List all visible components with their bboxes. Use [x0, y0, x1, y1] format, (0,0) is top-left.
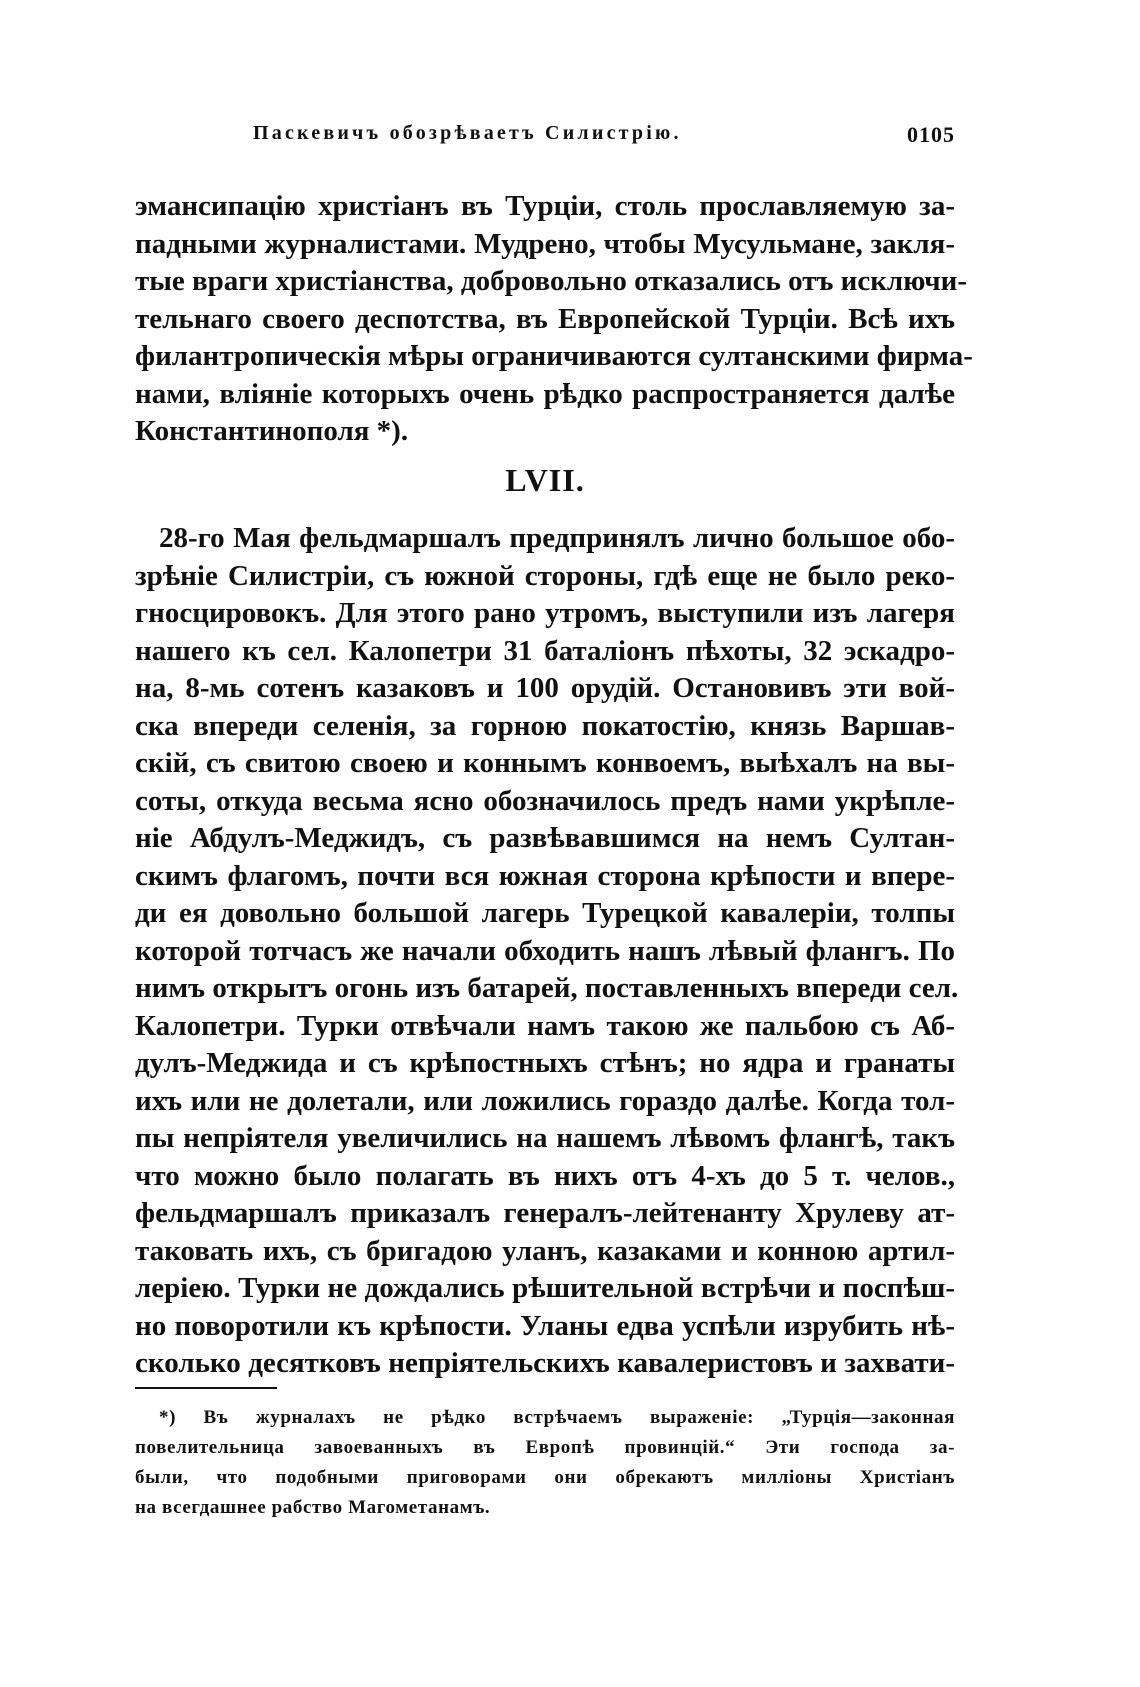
- text-line: которой тотчасъ же начали обходить нашъ лѣвый флангъ. По: [135, 934, 955, 967]
- text-line: эмансипацію христіанъ въ Турціи, столь прославляемую за-: [135, 190, 955, 222]
- text-line: соты, откуда весьма ясно обозначилось предъ нами укрѣпле-: [135, 784, 955, 817]
- text-line: падными журналистами. Мудрено, чтобы Мусульмане, закля-: [135, 227, 955, 260]
- text-line: тые враги христіанства, добровольно отказались отъ исключи-: [135, 265, 967, 297]
- text-line: тельнаго своего деспотства, въ Европейской Турціи. Всѣ ихъ: [135, 302, 955, 335]
- footnote-line: на всегдашнее рабство Магометанамъ.: [135, 1497, 491, 1518]
- text-line: филантропическія мѣры ограничиваются султанскими фирма-: [135, 340, 973, 372]
- text-line: пы непріятеля увеличились на нашемъ лѣвомъ флангѣ, такъ: [135, 1122, 955, 1154]
- footnote: [135, 1403, 955, 1523]
- text-line: скій, съ свитою своею и коннымъ конвоемъ, выѣхалъ на вы-: [135, 747, 955, 779]
- text-line: таковать ихъ, съ бригадою уланъ, казаками и конною артил-: [135, 1234, 955, 1267]
- running-head: [135, 122, 955, 158]
- text-line: сколько десятковъ непріятельскихъ кавалеристовъ и захвати-: [135, 1347, 955, 1379]
- text-line: гносцировокъ. Для этого рано утромъ, выступили изъ лагеря: [135, 597, 955, 629]
- text-line: Калопетри. Турки отвѣчали намъ такою же пальбою съ Аб-: [135, 1009, 955, 1042]
- text-line: что можно было полагать въ нихъ отъ 4-хъ до 5 т. челов.,: [135, 1159, 955, 1192]
- text-line: фельдмаршалъ приказалъ генералъ-лейтенанту Хрулеву ат-: [135, 1197, 955, 1229]
- text-line: ди ея довольно большой лагерь Турецкой кавалеріи, толпы: [135, 897, 955, 929]
- footnote-line: повелительница завоеванныхъ въ Европѣ провинцій.“ Эти господа за-: [135, 1437, 955, 1458]
- paragraph-section-lvii: [135, 520, 959, 1383]
- text-line: но поворотили къ крѣпости. Уланы едва успѣли изрубить нѣ-: [135, 1309, 955, 1342]
- text-line: скимъ флагомъ, почти вся южная сторона крѣпости и впере-: [135, 859, 955, 892]
- text-line: леріею. Турки не дождались рѣшительной встрѣчи и поспѣш-: [135, 1272, 955, 1304]
- text-line: 28-го Мая фельдмаршалъ предпринялъ лично большое обо-: [159, 522, 955, 554]
- paragraph-continuation: [135, 188, 973, 451]
- text-line: ска впереди селенія, за горною покатостію, князь Варшав-: [135, 709, 955, 742]
- text-line: Константинополя *).: [135, 415, 409, 447]
- text-line: ихъ или не долетали, или ложились гораздо далѣе. Когда тол-: [135, 1084, 955, 1117]
- footnote-line: *) Въ журналахъ не рѣдко встрѣчаемъ выраженіе: „Турція—законная: [159, 1407, 955, 1428]
- text-line: нашего къ сел. Калопетри 31 баталіонъ пѣхоты, 32 эскадро-: [135, 634, 955, 667]
- section-heading: LVII.: [505, 462, 585, 498]
- text-line: дулъ-Меджида и съ крѣпостныхъ стѣнъ; но ядра и гранаты: [135, 1047, 955, 1079]
- footnote-divider: [135, 1387, 277, 1389]
- page-number: 0105: [907, 122, 955, 147]
- footnote-line: были, что подобными приговорами они обрекаютъ милліоны Христіанъ: [135, 1467, 955, 1488]
- text-line: на, 8-мь сотенъ казаковъ и 100 орудій. Остановивъ эти вой-: [135, 672, 955, 704]
- text-line: нимъ открытъ огонь изъ батарей, поставленныхъ впереди сел.: [135, 972, 959, 1004]
- text-line: ніе Абдулъ-Меджидъ, съ развѣвавшимся на немъ Султан-: [135, 822, 955, 854]
- text-line: зрѣніе Силистріи, съ южной стороны, гдѣ еще не было реко-: [135, 559, 955, 592]
- text-line: нами, вліяніе которыхъ очень рѣдко распространяется далѣе: [135, 377, 955, 410]
- running-title: Паскевичъ обозрѣваетъ Силистрію.: [253, 122, 682, 144]
